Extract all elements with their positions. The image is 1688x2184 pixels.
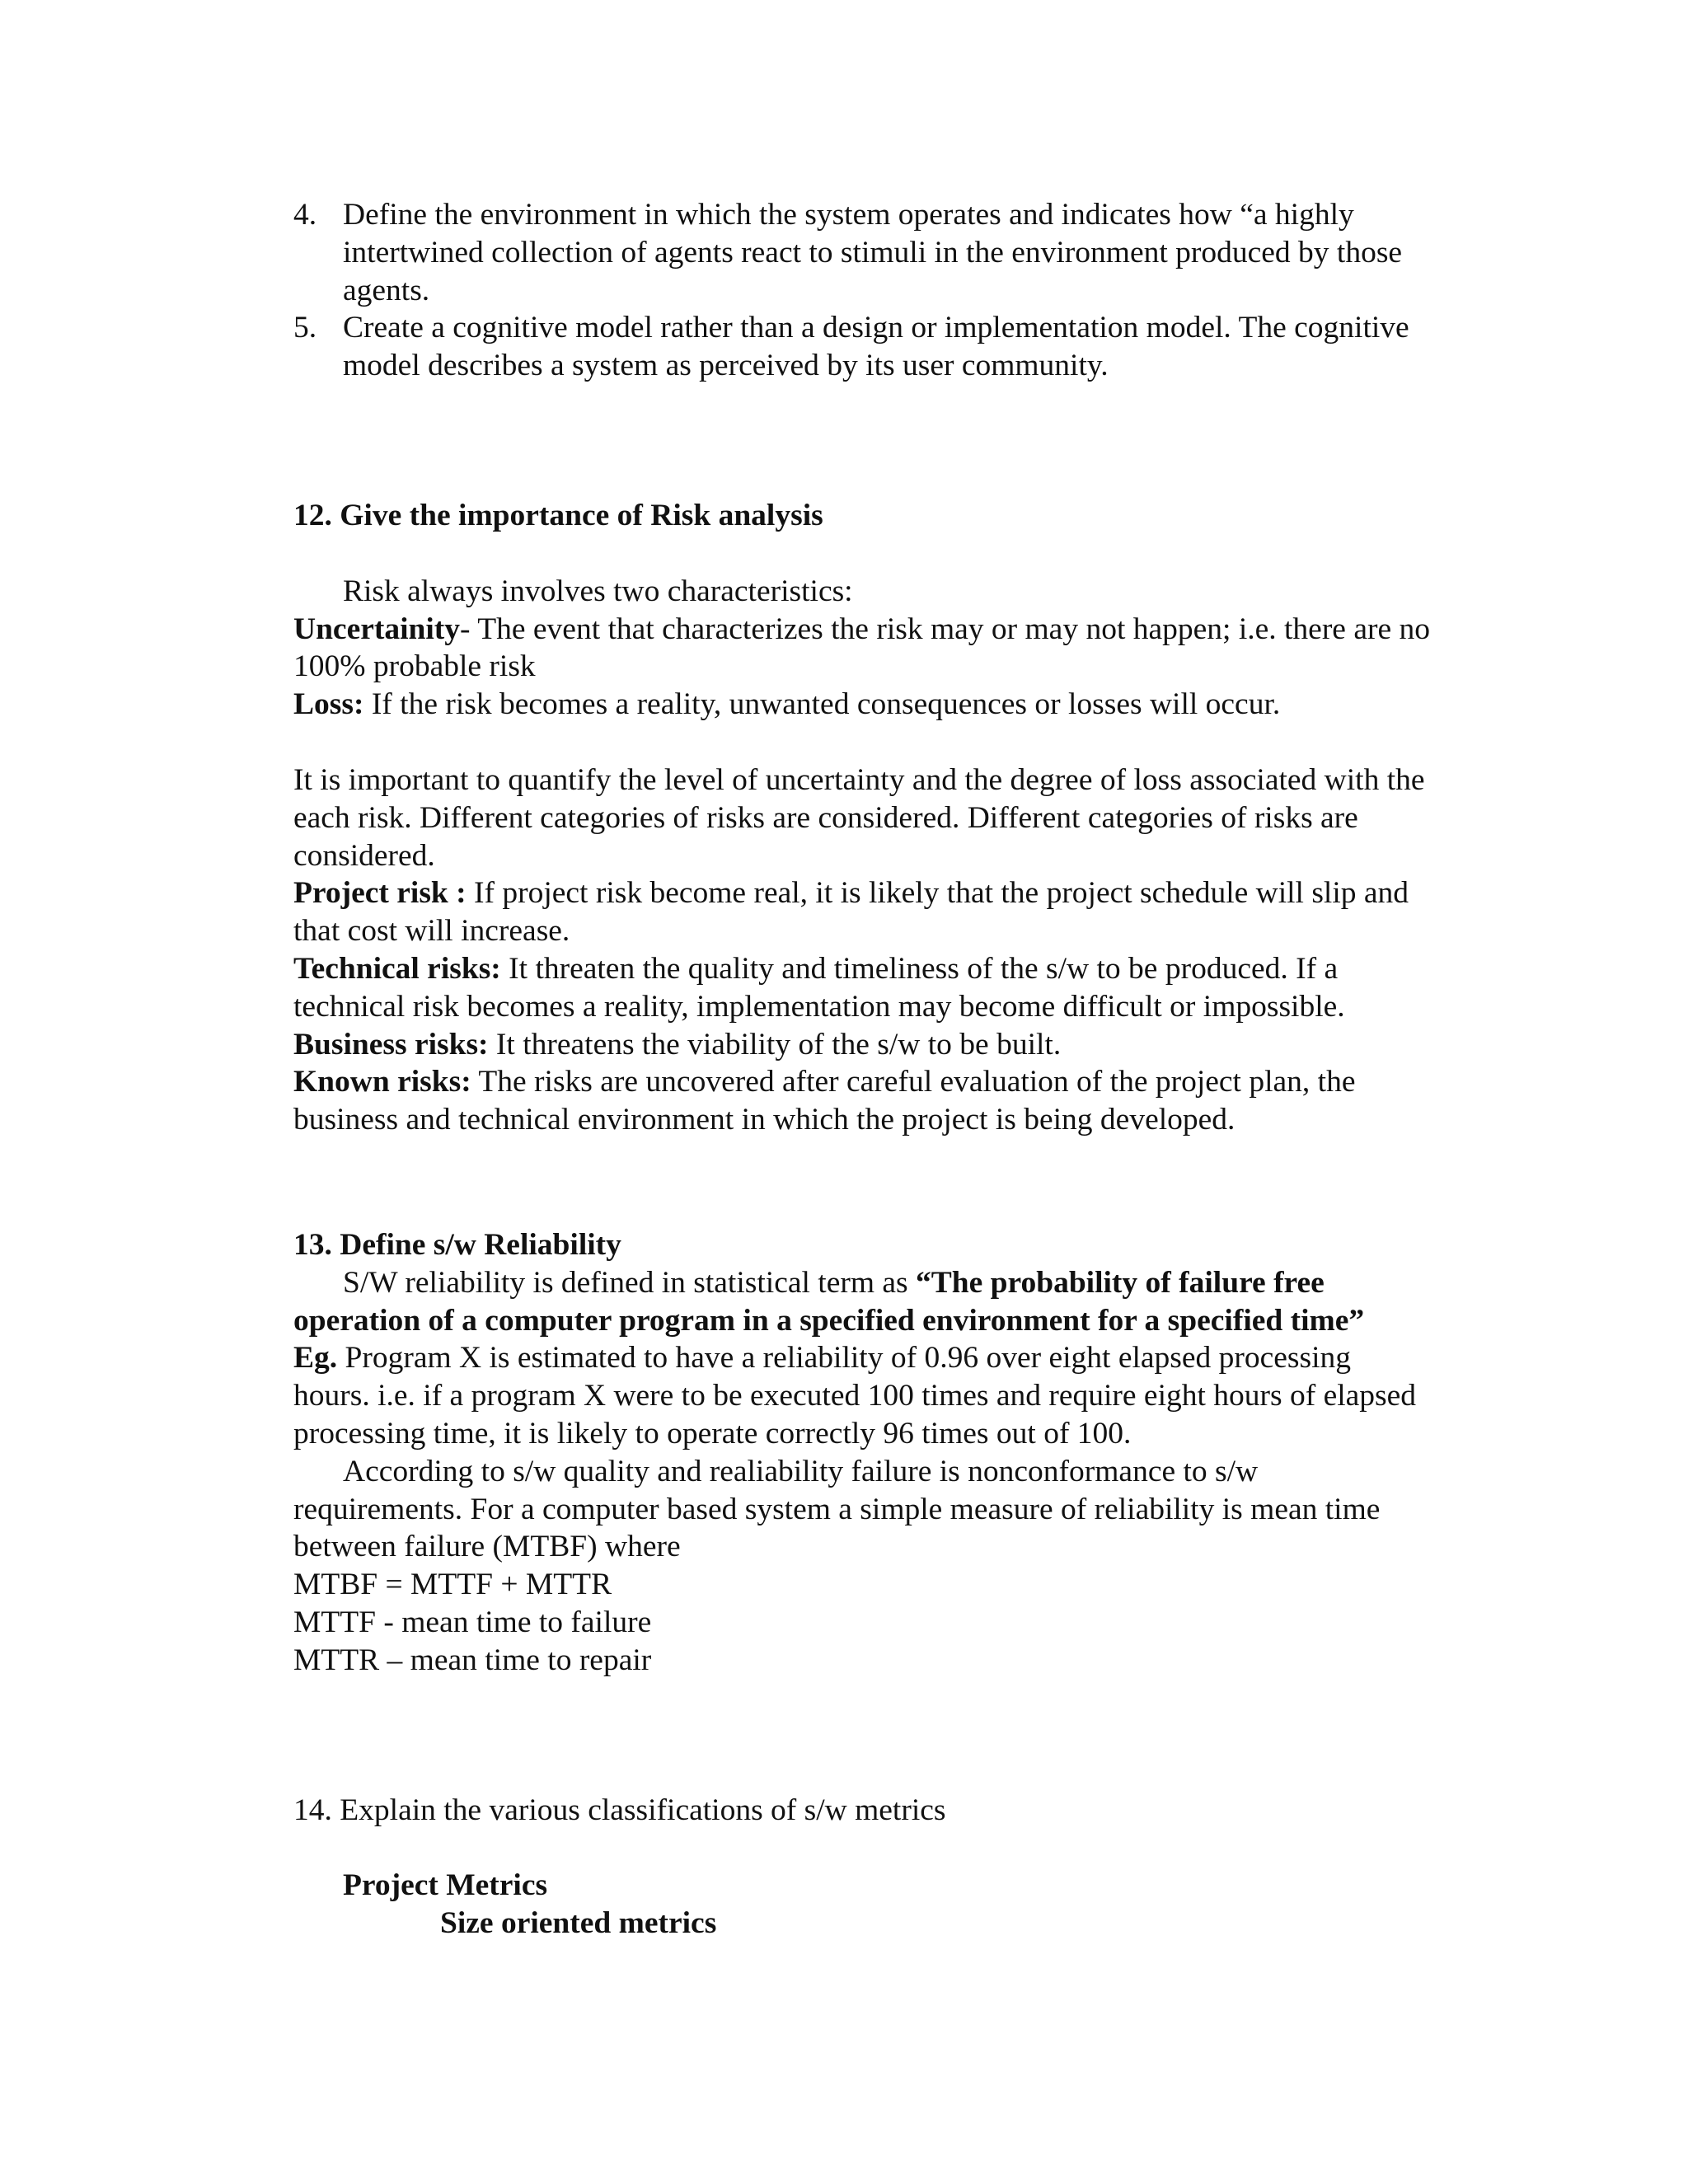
list-number: 4.: [293, 198, 317, 232]
business-risk-definition: Business risks: It threatens the viability of the s/w to be built.: [293, 1027, 1062, 1062]
known-risk-definition: Known risks: The risks are uncovered after careful evaluation of the project plan, the business and technical environment in which the project is being developed.: [293, 1065, 1356, 1137]
list-item-text: Define the environment in which the system operates and indicates how “a highly intertwined collection of agents react to stimuli in the environment produced by those agents.: [343, 198, 1403, 307]
list-number: 5.: [293, 311, 317, 345]
uncertainty-term: Uncertainity: [293, 612, 461, 646]
example-paragraph: Eg. Program X is estimated to have a reliability of 0.96 over eight elapsed processing hours. i.e. if a program X were to be executed 100 times and require eight hours of elapsed processing time, it is likely to operate correctly 96 times out of 100.: [293, 1341, 1417, 1451]
project-risk-term: Project risk :: [293, 876, 467, 911]
project-risk-definition: Project risk : If project risk become real, it is likely that the project schedule will slip and that cost will increase.: [293, 876, 1409, 949]
uncertainty-definition: Uncertainity- The event that characterizes the risk may or may not happen; i.e. there are no 100% probable risk: [293, 612, 1430, 684]
q12-intro: Risk always involves two characteristics:: [343, 574, 853, 608]
list-item-5: [293, 309, 1431, 385]
list-item-4: [293, 196, 1431, 309]
q13-heading: 13. Define s/w Reliability: [293, 1227, 621, 1262]
business-risk-term: Business risks:: [293, 1027, 489, 1062]
example-term: Eg.: [293, 1341, 338, 1376]
known-risk-term: Known risks:: [293, 1065, 471, 1099]
mttr-definition: MTTR – mean time to repair: [293, 1643, 652, 1677]
reliability-definition: S/W reliability is defined in statistical term as “The probability of failure free operation of a computer program in a specified environment for a specified time”: [293, 1265, 1365, 1338]
technical-risk-term: Technical risks:: [293, 951, 501, 986]
reliability-quote: “The probability of failure free operation of a computer program in a specified environment for a specified time”: [293, 1265, 1365, 1338]
mtbf-formula: MTBF = MTTF + MTTR: [293, 1568, 612, 1602]
mtbf-paragraph: According to s/w quality and realiability failure is nonconformance to s/w requirements. For a computer based system a simple measure of reliability is mean time between failure (MTBF) where: [293, 1454, 1381, 1564]
quantify-paragraph: It is important to quantify the level of uncertainty and the degree of loss associated with the each risk. Different categories of risks are considered. Different categories of risks are considered.: [293, 762, 1425, 873]
project-metrics-heading: Project Metrics: [343, 1868, 548, 1903]
loss-definition: Loss: If the risk becomes a reality, unwanted consequences or losses will occur.: [293, 687, 1281, 722]
q14-heading: 14. Explain the various classifications of s/w metrics: [293, 1793, 946, 1827]
technical-risk-definition: Technical risks: It threaten the quality and timeliness of the s/w to be produced. If a technical risk becomes a reality, implementation may become difficult or impossible.: [293, 951, 1345, 1024]
list-item-text: Create a cognitive model rather than a design or implementation model. The cognitive model describes a system as perceived by its user community.: [343, 311, 1409, 383]
size-oriented-metrics-heading: Size oriented metrics: [440, 1906, 717, 1941]
mttf-definition: MTTF - mean time to failure: [293, 1605, 652, 1639]
q12-heading: 12. Give the importance of Risk analysis: [293, 498, 823, 532]
document-page: [293, 196, 1431, 1943]
loss-term: Loss:: [293, 687, 364, 722]
